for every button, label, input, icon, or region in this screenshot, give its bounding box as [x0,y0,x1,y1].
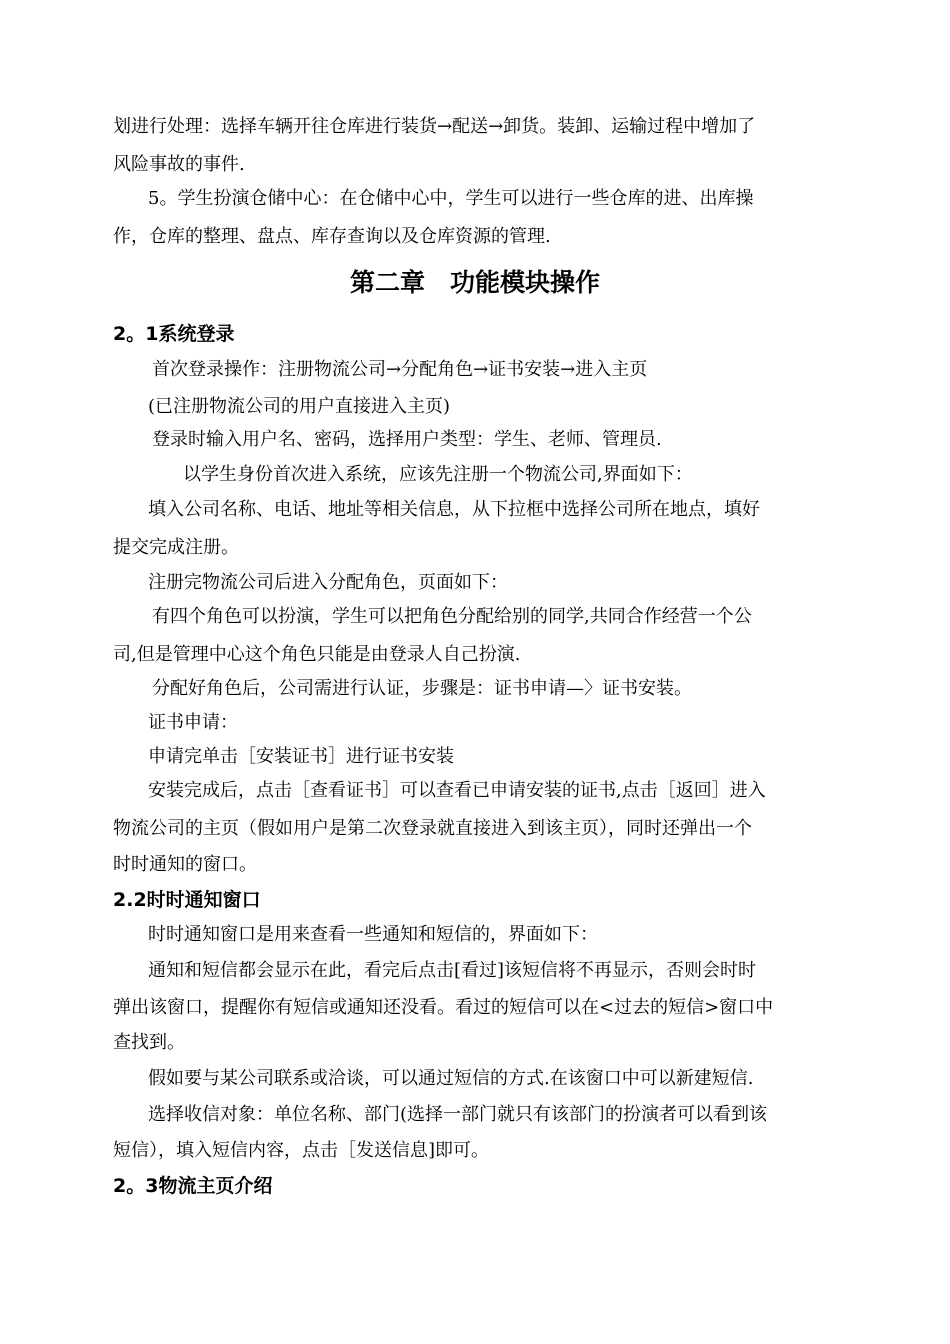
text-line: 分配好角色后，公司需进行认证，步骤是：证书申请—〉证书安装。 [152,678,692,699]
section-heading-2-3: 2。3物流主页介绍 [113,1175,273,1197]
text-line: 时时通知的窗口。 [113,854,257,875]
text-line: 登录时输入用户名、密码，选择用户类型：学生、老师、管理员. [152,429,662,450]
text-line: 弹出该窗口，提醒你有短信或通知还没看。看过的短信可以在<过去的短信>窗口中 [113,997,774,1018]
chapter-title: 第二章 功能模块操作 [349,268,600,297]
text-line: 有四个角色可以扮演，学生可以把角色分配给别的同学,共同合作经营一个公 [152,606,752,627]
text-line: 查找到。 [113,1032,185,1053]
text-line: (已注册物流公司的用户直接进入主页) [148,396,451,417]
text-line: 提交完成注册。 [113,537,239,558]
text-line: 选择收信对象：单位名称、部门(选择一部门就只有该部门的扮演者可以看到该 [148,1104,768,1125]
text-line: 时时通知窗口是用来查看一些通知和短信的，界面如下： [148,924,598,945]
text-line: 划进行处理：选择车辆开往仓库进行装货→配送→卸货。装卸、运输过程中增加了 [113,116,756,137]
section-heading-2-1: 2。1系统登录 [113,323,235,345]
text-line: 作，仓库的整理、盘点、库存查询以及仓库资源的管理. [113,226,551,247]
text-line: 通知和短信都会显示在此，看完后点击[看过]该短信将不再显示，否则会时时 [148,960,757,981]
text-line: 证书申请： [148,712,238,733]
text-line: 5。学生扮演仓储中心：在仓储中心中，学生可以进行一些仓库的进、出库操 [148,188,754,209]
text-line: 安装完成后，点击［查看证书］可以查看已申请安装的证书,点击［返回］进入 [148,780,766,801]
section-heading-2-2: 2.2时时通知窗口 [113,889,261,911]
text-line: 填入公司名称、电话、地址等相关信息，从下拉框中选择公司所在地点，填好 [148,499,760,520]
text-line: 短信），填入短信内容，点击［发送信息]即可。 [113,1140,490,1161]
text-line: 司,但是管理中心这个角色只能是由登录人自己扮演. [113,644,521,665]
text-line: 风险事故的事件. [113,154,245,175]
text-line: 申请完单击［安装证书］进行证书安装 [148,746,454,767]
text-line: 假如要与某公司联系或洽谈，可以通过短信的方式.在该窗口中可以新建短信. [148,1068,754,1089]
text-line: 物流公司的主页（假如用户是第二次登录就直接进入到该主页），同时还弹出一个 [113,818,752,839]
text-line: 以学生身份首次进入系统，应该先注册一个物流公司,界面如下： [183,464,693,485]
text-line: 注册完物流公司后进入分配角色，页面如下： [148,572,508,593]
text-line: 首次登录操作：注册物流公司→分配角色→证书安装→进入主页 [152,359,648,380]
